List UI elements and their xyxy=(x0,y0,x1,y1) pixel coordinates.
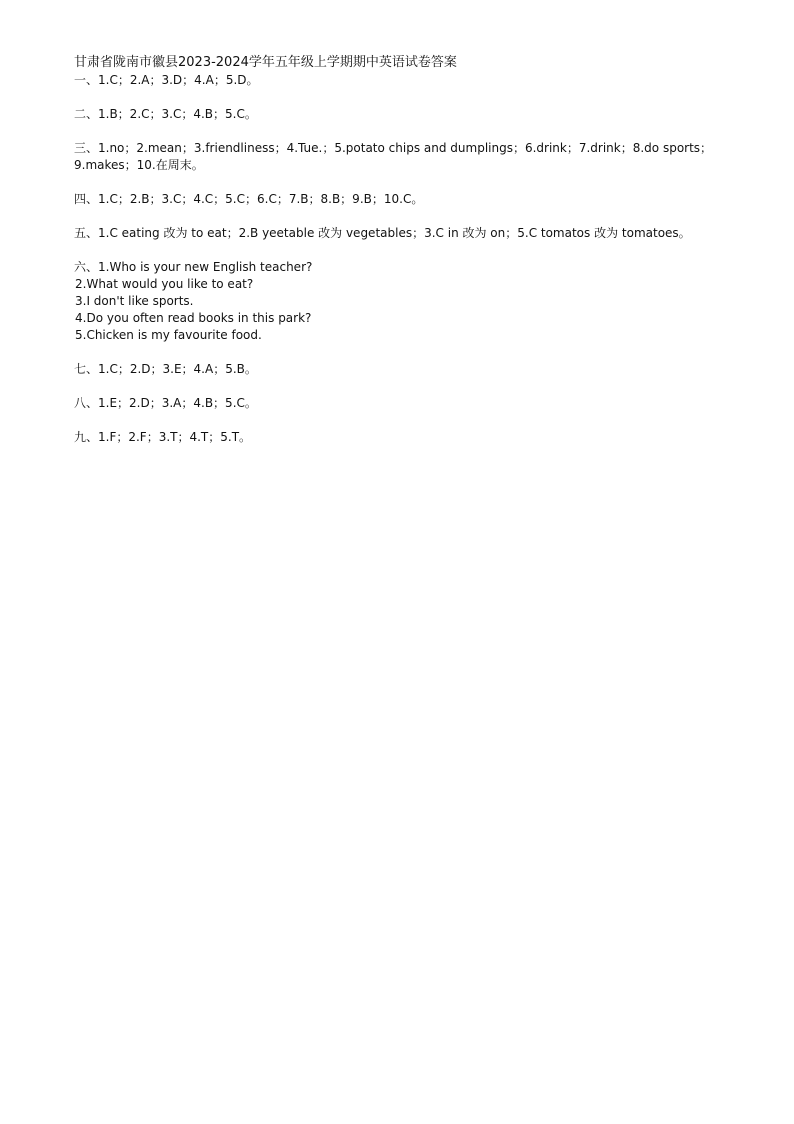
section-6-line-4: 4.Do you often read books in this park? xyxy=(75,311,312,325)
section-7 xyxy=(74,361,724,378)
section-1 xyxy=(74,72,724,89)
section-6 xyxy=(74,259,724,344)
section-6-line-3: 3.I don't like sports. xyxy=(75,294,194,308)
section-6-line-1: 六、1.Who is your new English teacher? xyxy=(74,260,313,274)
section-6-line-5: 5.Chicken is my favourite food. xyxy=(75,328,262,342)
section-6-line-2: 2.What would you like to eat? xyxy=(75,277,254,291)
section-2 xyxy=(74,106,724,123)
section-9-line: 九、1.F；2.F；3.T；4.T；5.T。 xyxy=(74,430,252,444)
section-7-line: 七、1.C；2.D；3.E；4.A；5.B。 xyxy=(74,362,257,376)
section-1-line: 一、1.C；2.A；3.D；4.A；5.D。 xyxy=(74,73,259,87)
section-5-line: 五、1.C eating 改为 to eat；2.B yeetable 改为 vegetables；3.C in 改为 on；5.C tomatos 改为 tomatoes。 xyxy=(74,226,691,240)
section-5 xyxy=(74,225,724,242)
section-9 xyxy=(74,429,724,446)
document-title: 甘肃省陇南市徽县2023-2024学年五年级上学期期中英语试卷答案 xyxy=(74,55,457,70)
section-3-line: 三、1.no；2.mean；3.friendliness；4.Tue.；5.potato chips and dumplings；6.drink；7.drink；8.do sports；9.makes；10.在周末。 xyxy=(74,141,713,172)
section-8 xyxy=(74,395,724,412)
section-4-line: 四、1.C；2.B；3.C；4.C；5.C；6.C；7.B；8.B；9.B；10.C。 xyxy=(74,192,424,206)
section-4 xyxy=(74,191,724,208)
section-3 xyxy=(74,140,724,174)
answer-document xyxy=(74,54,724,463)
section-2-line: 二、1.B；2.C；3.C；4.B；5.C。 xyxy=(74,107,257,121)
section-8-line: 八、1.E；2.D；3.A；4.B；5.C。 xyxy=(74,396,257,410)
